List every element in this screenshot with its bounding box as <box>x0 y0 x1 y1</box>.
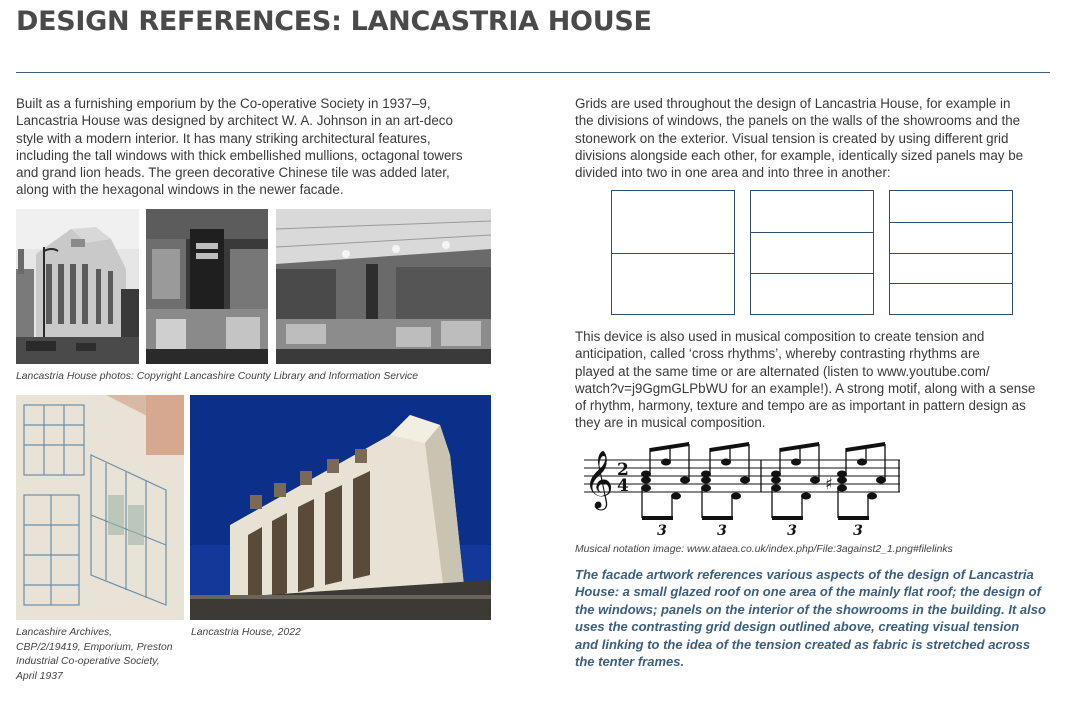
grid-panel-halves <box>611 190 735 315</box>
triplet-group-4 <box>837 442 886 520</box>
highlight-line: House: a small glazed roof on one area of the mainly flat roof; the design of <box>575 584 1041 600</box>
triplet-group-2 <box>701 442 750 520</box>
grid-divider <box>612 253 734 254</box>
archive-caption-line: Industrial Co-operative Society, <box>16 656 160 668</box>
highlight-line: The facade artwork references various aspects of the design of Lancastria <box>575 567 1034 582</box>
grid-panel-quarters <box>889 190 1013 315</box>
intro-line: style with a modern interior. It has many striking architectural features, <box>16 130 431 146</box>
intro-line: and grand lion heads. The green decorative Chinese tile was added later, <box>16 165 450 181</box>
grid-divider <box>751 232 873 233</box>
archive-caption <box>16 626 186 684</box>
modern-caption: Lancastria House, 2022 <box>191 627 301 638</box>
triplet-group-1 <box>641 442 690 520</box>
highlight-line: the tenter frames. <box>575 654 685 670</box>
photo-lancastria-2022 <box>190 395 491 620</box>
grid-divider <box>890 283 1012 284</box>
photos-caption: Lancastria House photos: Copyright Lancashire County Library and Information Service <box>16 371 418 382</box>
intro-line: including the tall windows with thick embellished mullions, octagonal towers <box>16 147 463 163</box>
sharp-icon: ♯ <box>825 474 833 493</box>
music-notation <box>580 440 905 540</box>
music-paragraph <box>575 328 1055 432</box>
photo-archive-drawing <box>16 395 184 620</box>
grids-line: divisions alongside each other, for example, identically sized panels may be <box>575 147 1024 163</box>
archive-caption-line: Lancashire Archives, <box>16 627 113 638</box>
highlight-line: uses the contrasting grid design outlined above, creating visual tension <box>575 619 1020 635</box>
triplet-group-3 <box>771 442 820 520</box>
intro-line: Built as a furnishing emporium by the Co-operative Society in 1937–9, <box>16 96 431 111</box>
highlight-line: the windows; panels on the interior of the showrooms in the building. It also <box>575 601 1046 617</box>
music-line: they are in musical composition. <box>575 415 766 431</box>
triplet-marker: 3 <box>717 523 727 539</box>
grid-divider <box>890 222 1012 223</box>
grids-line: stonework on the exterior. Visual tension is created by using different grid <box>575 130 1009 146</box>
photo-exterior-1937 <box>16 209 139 364</box>
photo-interior-display <box>146 209 268 364</box>
intro-paragraph <box>16 95 486 199</box>
time-signature-bottom: 4 <box>617 476 629 496</box>
grid-divider <box>751 273 873 274</box>
triplet-marker: 3 <box>657 523 667 539</box>
grids-line: Grids are used throughout the design of Lancastria House, for example in <box>575 96 1011 111</box>
archive-caption-line: CBP/2/19419, Emporium, Preston <box>16 641 173 653</box>
facade-highlight-paragraph <box>575 566 1055 670</box>
grid-divider <box>890 253 1012 254</box>
grids-paragraph <box>575 95 1055 181</box>
highlight-line: and linking to the idea of the tension created as fabric is stretched across <box>575 636 1031 652</box>
music-line: of rhythm, harmony, texture and tempo are as important in pattern design as <box>575 398 1026 414</box>
grids-line: the divisions of windows, the panels on the walls of the showrooms and the <box>575 113 1021 129</box>
time-signature-top: 2 <box>617 460 629 480</box>
archive-caption-line: April 1937 <box>16 670 63 682</box>
music-line: anticipation, called ‘cross rhythms’, whereby contrasting rhythms are <box>575 346 980 362</box>
music-line: played at the same time or are alternated (listen to www.youtube.com/ <box>575 363 990 379</box>
treble-clef-icon: 𝄞 <box>584 450 614 508</box>
notation-caption: Musical notation image: www.ataea.co.uk/index.php/File:3against2_1.png#filelinks <box>575 544 953 555</box>
page-title: DESIGN REFERENCES: LANCASTRIA HOUSE <box>16 6 652 37</box>
intro-line: Lancastria House was designed by architect W. A. Johnson in an art-deco <box>16 113 453 129</box>
music-line: watch?v=j9GgmGLPbWU for an example!). A strong motif, along with a sense <box>575 380 1036 396</box>
triplet-marker: 3 <box>853 523 863 539</box>
triplet-marker: 3 <box>787 523 797 539</box>
grid-panel-thirds <box>750 190 874 315</box>
title-divider <box>16 72 1050 73</box>
intro-line: along with the hexagonal windows in the newer facade. <box>16 182 344 198</box>
music-line: This device is also used in musical composition to create tension and <box>575 329 985 344</box>
grids-line: divided into two in one area and into three in another: <box>575 165 891 181</box>
photo-showroom <box>276 209 491 364</box>
